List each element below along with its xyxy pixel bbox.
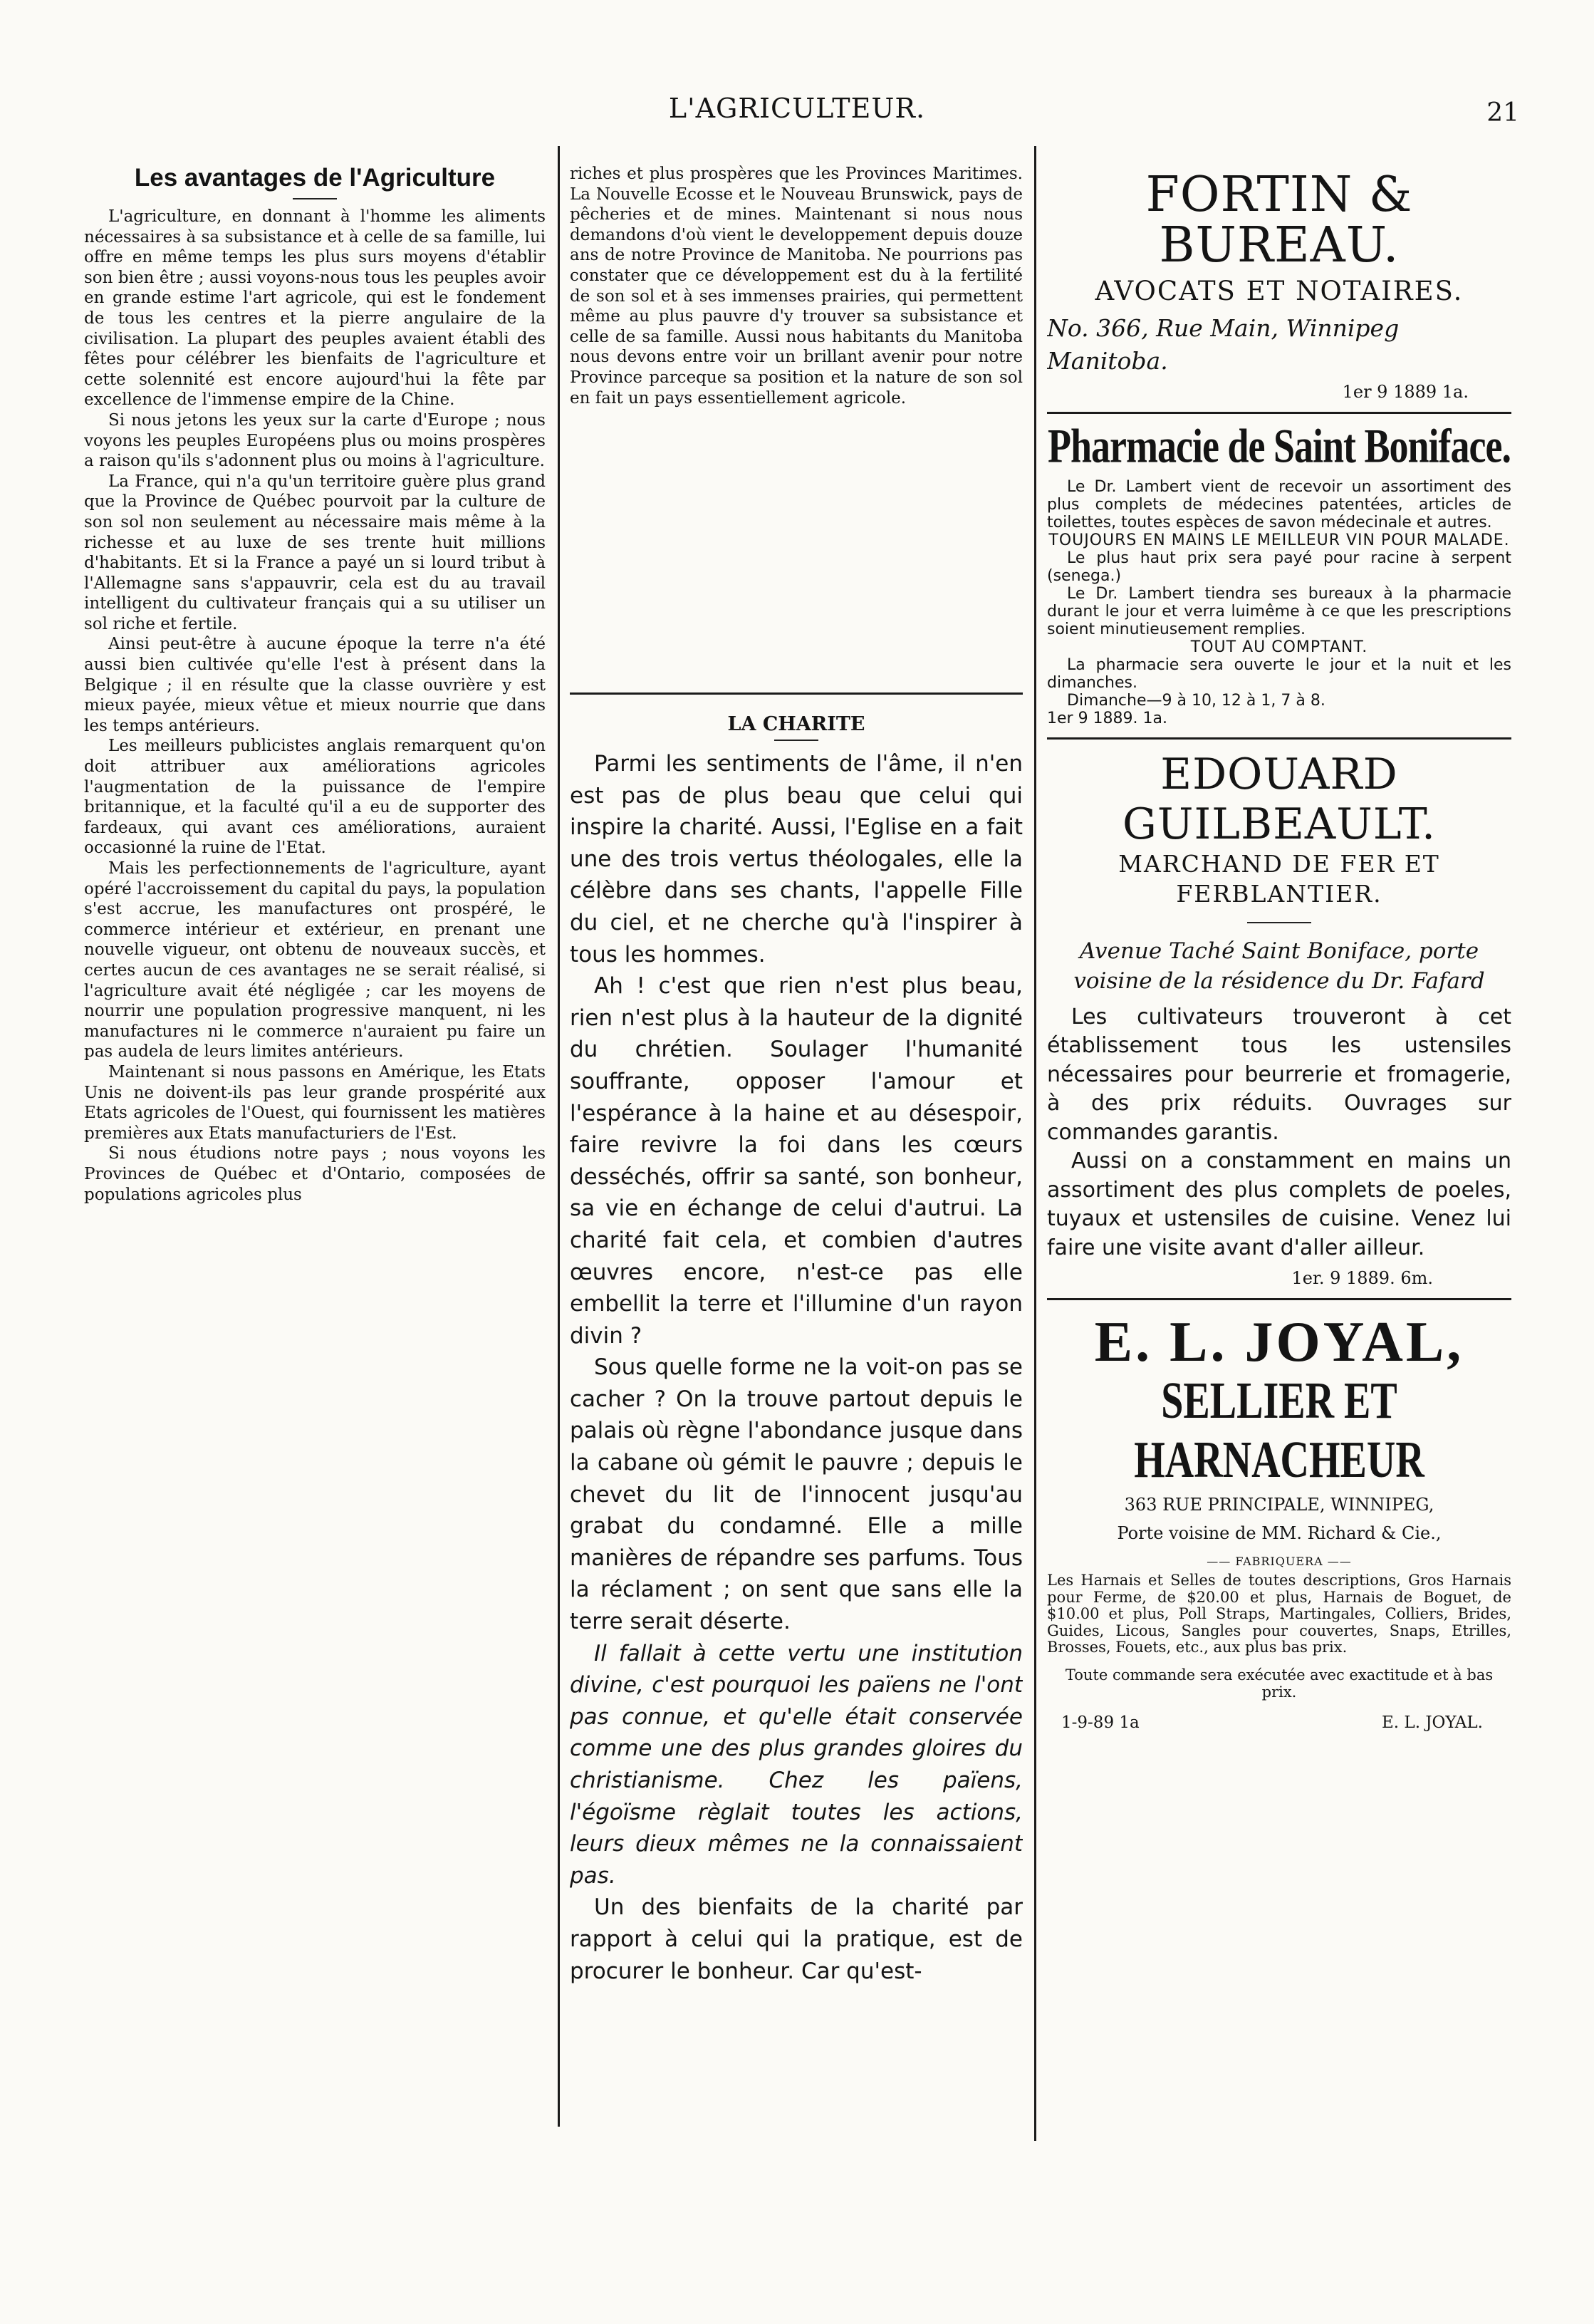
ad-date: 1er. 9 1889. 6m. — [1291, 1268, 1433, 1289]
ad-text: Le Dr. Lambert tiendra ses bureaux à la pharmacie durant le jour et verra luimême à ce que les prescriptions soient minutieusement remplies. — [1047, 584, 1511, 638]
ad-address: 363 RUE PRINCIPALE, WINNIPEG, — [1124, 1495, 1434, 1515]
paragraph: Mais les perfectionnements de l'agriculture, ayant opéré l'accroissement du capital du pays, la population s'est accrue, les manufactures ont prospéré, le commerce intérieur et extérieur, en prenant une nouvelle vigueur, ont obtenu de nouveaux succès, et certes aucun de ces avantages ne se serait réalisé, si l'agriculture avait été négligée ; car les moyens de nourrir une population progressive manquent, ni les manufactures ni le commerce n'auraient pu faire un pas audela de leurs limites antérieurs. — [84, 859, 546, 1062]
ad-signature: E. L. JOYAL. — [1382, 1713, 1483, 1732]
ad-text: La pharmacie sera ouverte le jour et la nuit et les dimanches. — [1047, 655, 1511, 692]
article-separator — [570, 692, 1023, 695]
ad-name: E. L. JOYAL, — [1094, 1311, 1464, 1374]
ad-text: TOUT AU COMPTANT. — [1190, 638, 1368, 656]
paragraph: Un des bienfaits de la charité par rapport à celui qui la pratique, est de procurer le bonheur. Car qu'est- — [570, 1894, 1023, 1984]
column-rule-1 — [558, 146, 560, 2127]
ad-footer — [1047, 1713, 1511, 1732]
ad-fortin-bureau — [1047, 170, 1511, 402]
middle-column — [570, 164, 1023, 2130]
ad-text: Les cultivateurs trouveront à cet établissement tous les ustensiles nécessaires pour beurrerie et fromagerie, à des prix réduits. Ouvrages sur commandes garantis. — [1047, 1004, 1511, 1145]
paragraph: riches et plus prospères que les Provinces Maritimes. La Nouvelle Ecosse et le Nouveau Brunswick, pays de pêcheries et de mines. Maintenant si nous nous demandons d'où vient le developpement depuis douze ans de notre Province de Manitoba. Ne pourrions pas constater que ce développement est du à la fertilité de son sol et à ses immenses prairies, qui permettent même au plus pauvre d'y trouver sa subsistance et celle de sa famille. Aussi nous habitants du Manitoba nous devons entre voir un brillant avenir pour notre Province parceque sa position et la nature de son sol en fait un pays essentiellement agricole. — [570, 165, 1023, 408]
article-title: LA CHARITE — [727, 713, 865, 735]
ad-date: 1er 9 1889. 1a. — [1047, 709, 1168, 727]
ad-text: Dimanche—9 à 10, 12 à 1, 7 à 8. — [1067, 691, 1325, 710]
paragraph: La France, qui n'a qu'un territoire guère plus grand que la Province de Québec pourvoit par la culture de son sol non seulement au nécessaire mais même à la richesse et au luxe de ses trente huit millions d'habitants. Et si la France a payé un si lourd tribut à l'Allemagne sans s'appauvrir, cela est du au travail intelligent du cultivateur français qui a su utiliser un sol riche et fertile. — [84, 472, 546, 633]
paragraph: Ah ! c'est que rien n'est plus beau, rien n'est plus à la hauteur de la dignité du chrétien. Soulager l'humanité souffrante, opposer l'amour et l'espérance à la haine et au désespoir, faire revivre la foi dans les cœurs desséchés, offrir sa santé, son bonheur, sa vie en échange de celui d'autrui. La charité fait cela, et combien d'autres œuvres encore, n'est-ce pas elle embellit la terre et l'illumine d'un rayon divin ? — [570, 973, 1023, 1349]
ad-separator — [1047, 1298, 1511, 1300]
ad-separator — [1047, 412, 1511, 414]
ad-trade: MARCHAND DE FER ET FERBLANTIER. — [1118, 849, 1440, 908]
paragraph: Si nous jetons les yeux sur la carte d'Europe ; nous voyons les peuples Européens plus ou moins prospères a raison qu'ils s'adonnent plus ou moins à l'agriculture. — [84, 410, 546, 471]
page-header — [0, 93, 1594, 142]
ad-text: TOUJOURS EN MAINS LE MEILLEUR VIN POUR MALADE. — [1048, 531, 1510, 549]
ad-text: Le Dr. Lambert vient de recevoir un assortiment des plus complets de médecines patentées, articles de toilettes, toutes espèces de savon médecinale et autres. — [1047, 477, 1511, 531]
paragraph: Si nous étudions notre pays ; nous voyons les Provinces de Québec et d'Ontario, composées de populations agricoles plus — [84, 1144, 546, 1204]
ad-neighbor: Porte voisine de MM. Richard & Cie., — [1117, 1523, 1442, 1544]
paragraph: L'agriculture, en donnant à l'homme les aliments nécessaires à sa subsistance et à celle de sa famille, lui offre en même temps les plus surs moyens d'établir son bien être ; aussi voyons-nous tous les peuples avoir en grande estime l'art agricole, qui est le fondement de tous les centres et la pierre angulaire de la civilisation. La plupart des peuples avaient établi des fêtes pour célébrer les bienfaits de l'agriculture et cette solennité est encore aujourd'hui la fête par excellence de l'immense empire de la Chine. — [84, 207, 546, 410]
paragraph: Maintenant si nous passons en Amérique, les Etats Unis ne doivent-ils pas leur grande prospérité aux Etats agricoles de l'Ouest, qui fournissent les matières premières aux Etats manufacturiers de l'Est. — [84, 1062, 546, 1143]
article-agriculture — [84, 164, 546, 2130]
ad-trade: SELLIER ET HARNACHEUR — [1134, 1372, 1424, 1490]
ad-address: Avenue Taché Saint Boniface, porte voisine de la résidence du Dr. Fafard — [1073, 938, 1485, 994]
ad-text: Les Harnais et Selles de toutes descriptions, Gros Harnais pour Ferme, de $20.00 et plus, Harnais de Boguet, de $10.00 et plus, Poll Straps, Martingales, Colliers, Brides, Guides, Licous, Sangles pour couvertes, Snaps, Etrilles, Brosses, Fouets, etc., aux plus bas prix. — [1047, 1572, 1511, 1656]
ad-date: 1er 9 1889 1a. — [1342, 381, 1469, 402]
ad-text: Aussi on a constamment en mains un assortiment des plus complets de poeles, tuyaux et ustensiles de cuisine. Venez lui faire une visite avant d'aller ailleur. — [1047, 1148, 1511, 1260]
fabriquera-label: FABRIQUERA — [1235, 1555, 1323, 1569]
title-dash — [774, 740, 818, 741]
article-title: Les avantages de l'Agriculture — [134, 164, 496, 192]
article-charite — [570, 748, 1023, 1987]
article-agriculture-continued — [570, 164, 1023, 692]
running-title: L'AGRICULTEUR. — [668, 93, 926, 124]
ad-role: AVOCATS ET NOTAIRES. — [1095, 275, 1464, 306]
ad-note: Toute commande sera exécutée avec exactitude et à bas prix. — [1065, 1666, 1494, 1701]
paragraph: Parmi les sentiments de l'âme, il n'en est pas de plus beau que celui qui inspire la charité. Aussi, l'Eglise en a fait une des trois vertus théologales, elle la célèbre dans ses chants, l'appelle Fille du ciel, et ne cherche qu'à l'inspirer à tous les hommes. — [570, 751, 1023, 968]
ad-separator — [1047, 737, 1511, 740]
paragraph: Sous quelle forme ne la voit-on pas se cacher ? On la trouve partout depuis le palais où règne l'abondance jusque dans la cabane où gémit le pauvre ; depuis le chevet du lit de l'innocent jusqu'au grabat du condamné. Elle a mille manières de répandre ses parfums. Tous la réclament ; on sent que sans elle la terre serait déserte. — [570, 1354, 1023, 1635]
page-number: 21 — [1486, 98, 1519, 128]
ad-date: 1-9-89 1a — [1061, 1713, 1140, 1732]
ad-address: No. 366, Rue Main, Winnipeg Manitoba. — [1047, 313, 1400, 375]
ad-body — [1047, 1003, 1511, 1263]
ad-guilbeault — [1047, 749, 1511, 1289]
ad-name: Pharmacie de Saint Boniface. — [1048, 419, 1511, 473]
paragraph: Les meilleurs publicistes anglais remarquent qu'on doit attribuer aux améliorations agricoles l'augmentation de la puissance de l'empire britannique, et la faculté qu'il a eu de supporter des fardeaux, qui avant ces améliorations, auraient occasionné la ruine de l'Etat. — [84, 737, 546, 858]
ad-name: FORTIN & BUREAU. — [1145, 170, 1413, 274]
paragraph: Il fallait à cette vertu une institution divine, c'est pourquoi les païens ne l'ont pas connue, et qu'elle était conservée comme une des plus grandes gloires du christianisme. Chez les païens, l'égoïsme règlait toutes les actions, leurs dieux mêmes ne la connaissaient pas. — [570, 1640, 1023, 1889]
ad-name: EDOUARD GUILBEAULT. — [1122, 749, 1437, 849]
short-rule — [1247, 922, 1311, 923]
title-dash — [293, 198, 337, 199]
ad-joyal — [1047, 1310, 1511, 1732]
column-rule-2 — [1034, 146, 1036, 2141]
ad-subheading: —— FABRIQUERA —— — [1207, 1555, 1352, 1569]
ad-pharmacie — [1047, 419, 1511, 727]
paragraph: Ainsi peut-être à aucune époque la terre n'a été aussi bien cultivée qu'elle l'est à présent dans la Belgique ; il en résulte que la classe ouvrière y est mieux payée, mieux vêtue et mieux nourrie que dans les temps antérieurs. — [84, 635, 546, 735]
ads-column — [1047, 170, 1511, 2143]
ad-text: Le plus haut prix sera payé pour racine à serpent (senega.) — [1047, 549, 1511, 585]
